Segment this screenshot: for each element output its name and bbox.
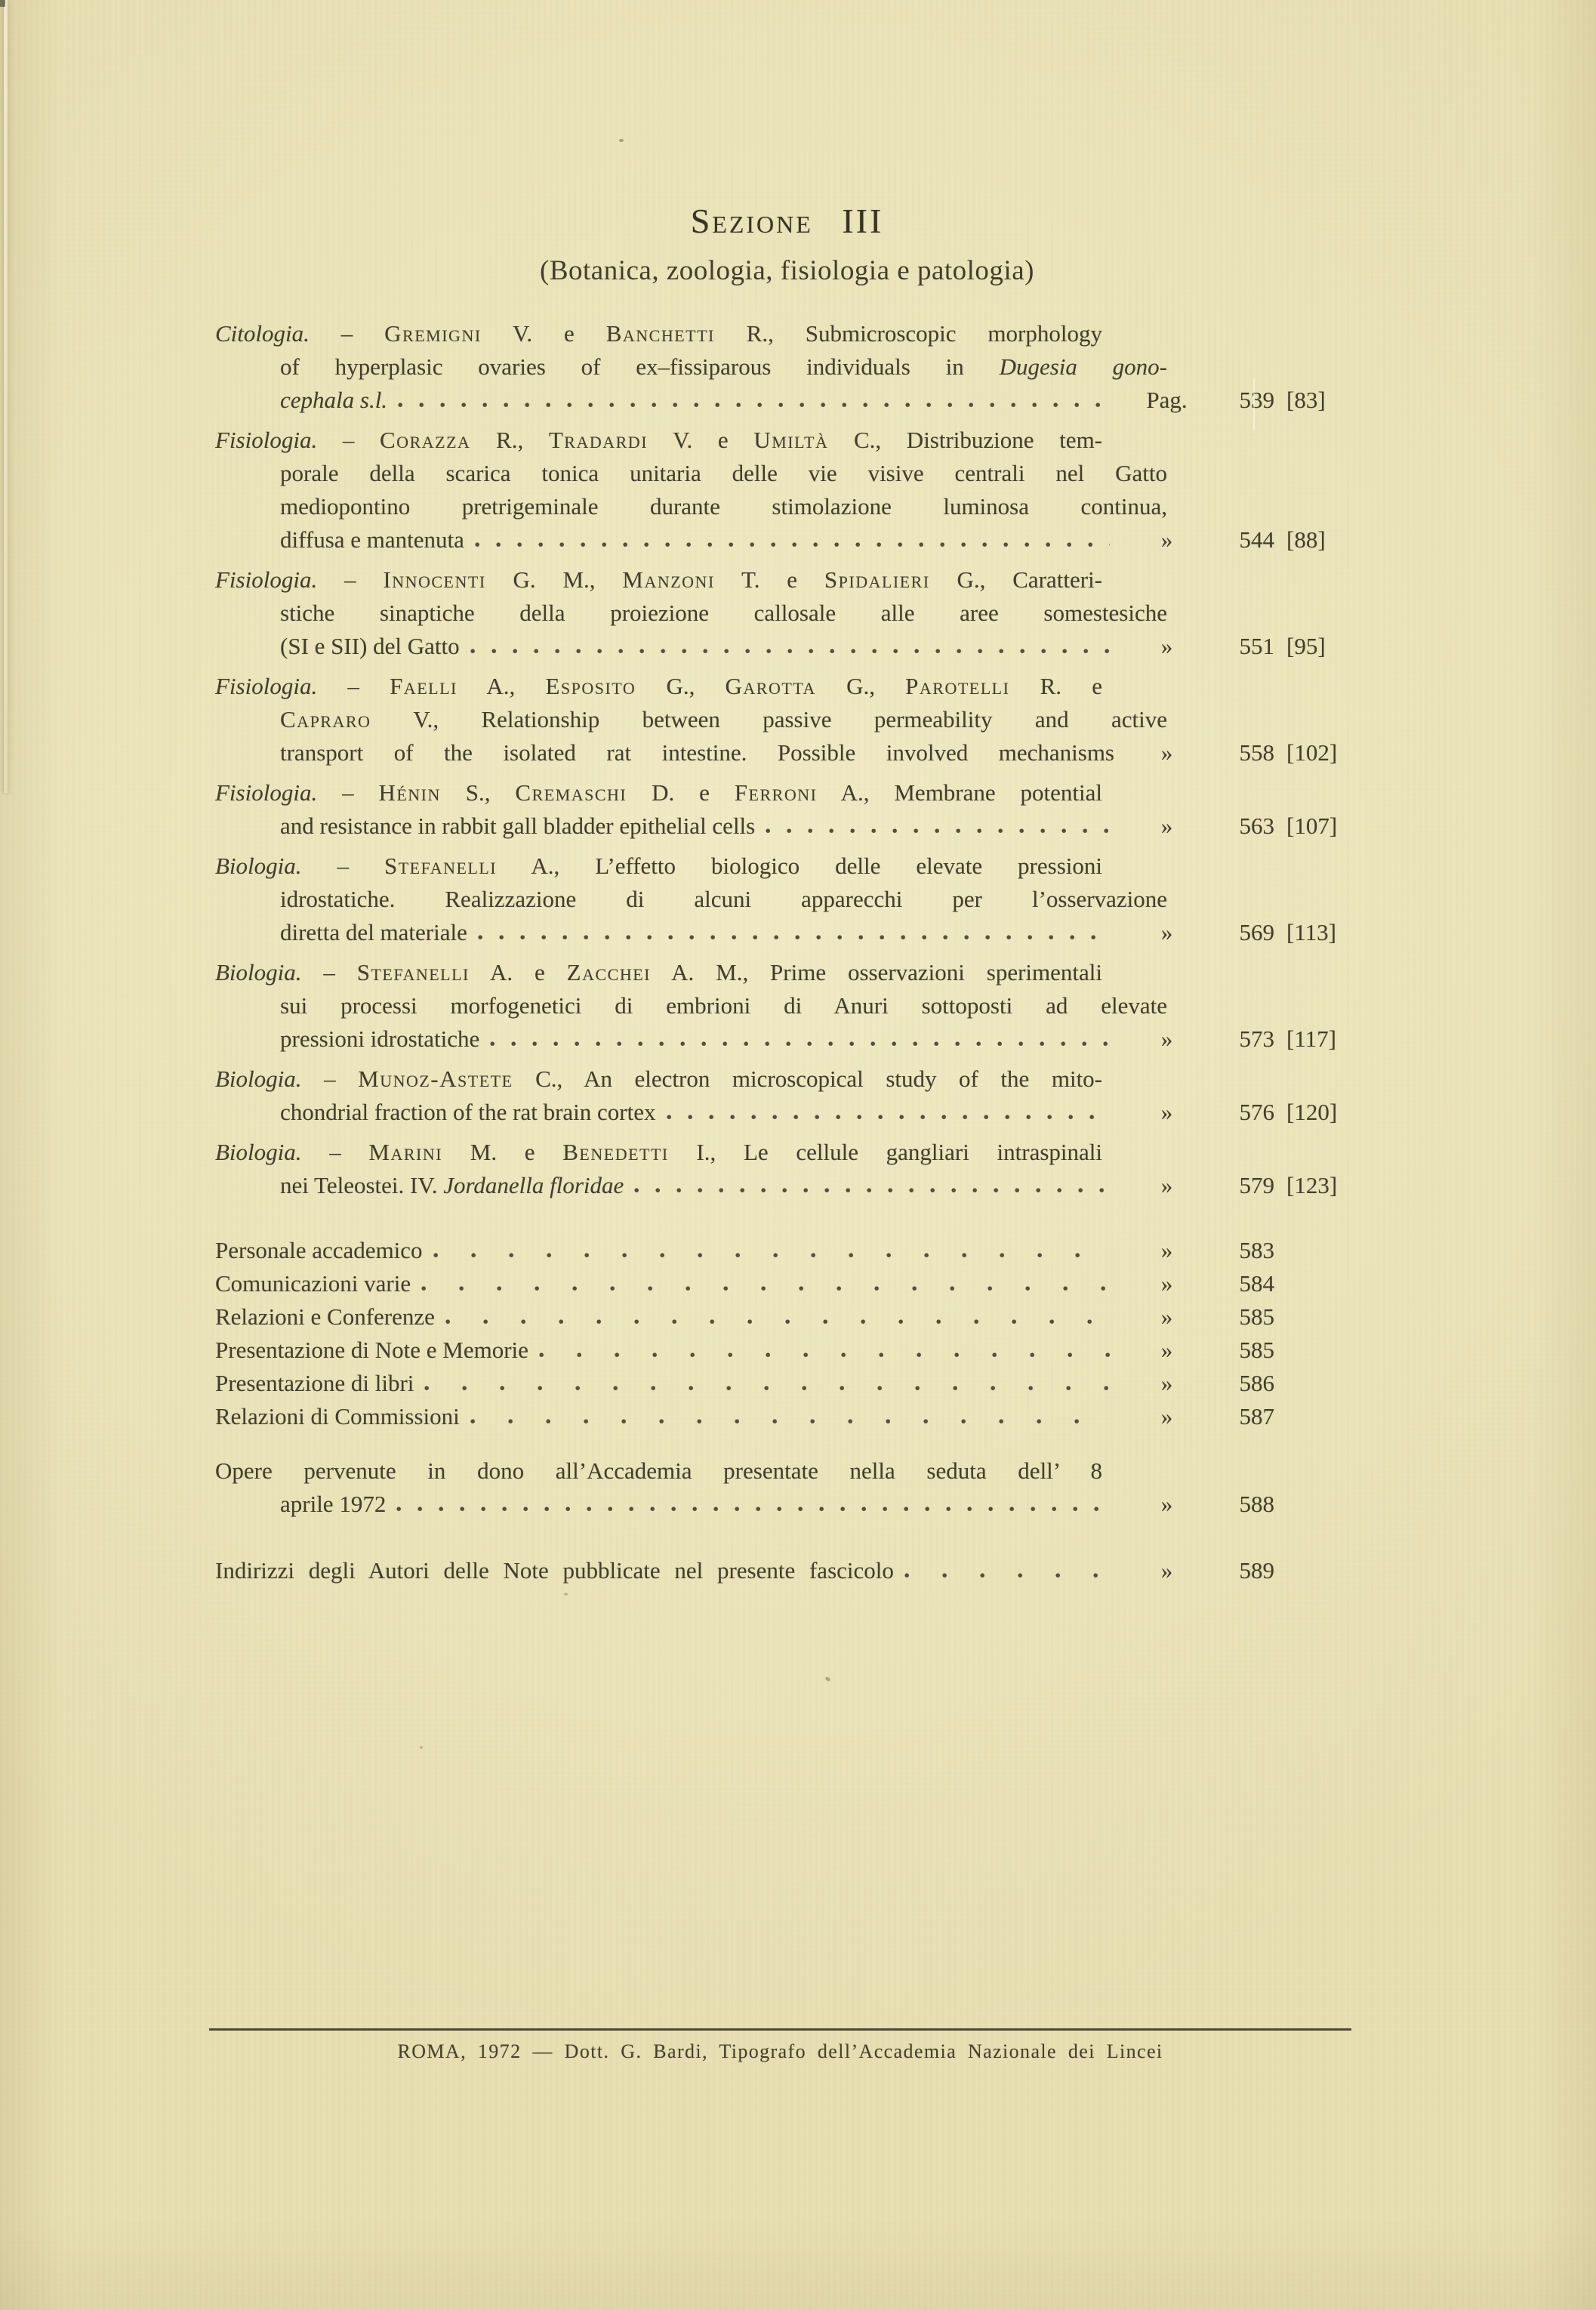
- leader-dots: [766, 828, 1110, 834]
- text-segment: Corazza: [380, 427, 471, 453]
- text-segment: Gremigni: [384, 320, 482, 347]
- toc-line: [215, 670, 1102, 703]
- toc-line: [215, 1062, 1102, 1096]
- text-segment: –: [301, 959, 357, 985]
- text-segment: –: [301, 853, 384, 879]
- leader-dots: [396, 1507, 1110, 1512]
- toc-line: [215, 350, 1167, 384]
- text-segment: Manzoni: [622, 566, 715, 593]
- text-segment: pressioni idrostatiche: [280, 1025, 480, 1052]
- page-column-label: »: [1160, 1099, 1173, 1125]
- toc-line: [215, 776, 1102, 810]
- text-segment: Stefanelli: [384, 853, 498, 879]
- entry-text: [215, 736, 1114, 769]
- text-segment: idrostatiche. Realizzazione di alcuni apparecchi per l’osservazione: [280, 886, 1167, 912]
- toc-misc-entry: [215, 1400, 1359, 1433]
- toc-misc-list: [215, 1234, 1359, 1433]
- text-segment: Fisiologia.: [215, 673, 318, 699]
- bracket-number: [120]: [1286, 1099, 1338, 1125]
- entry-text: [215, 1234, 423, 1267]
- text-segment: I., Le cellule gangliari intraspinali: [668, 1139, 1102, 1165]
- text-segment: R. e: [1009, 673, 1103, 699]
- text-segment: Fisiologia.: [215, 566, 318, 593]
- text-segment: Presentazione di libri: [215, 1370, 414, 1396]
- toc-line: [215, 883, 1167, 916]
- text-segment: nei Teleostei. IV.: [280, 1172, 444, 1198]
- text-segment: Faelli: [390, 673, 458, 699]
- entry-text: [215, 810, 755, 843]
- text-segment: diffusa e mantenuta: [280, 526, 464, 553]
- text-segment: –: [309, 320, 385, 347]
- toc-line: [215, 1267, 1359, 1300]
- toc-entry: [215, 1062, 1359, 1129]
- text-segment: R.,: [470, 427, 549, 453]
- entry-text: [215, 1267, 411, 1300]
- text-segment: Biologia.: [215, 959, 302, 985]
- text-segment: sui processi morfogenetici di embrioni di Anuri sottoposti ad elevate: [280, 992, 1167, 1019]
- entry-text: [215, 1488, 386, 1521]
- text-segment: A. M., Prime osservazioni sperimentali: [650, 959, 1102, 985]
- page-column-label: »: [1160, 1025, 1173, 1052]
- page-column-label: »: [1160, 633, 1173, 659]
- toc-entry: [215, 956, 1359, 1056]
- page-number: 576: [1239, 1099, 1274, 1125]
- entry-text: [215, 523, 464, 557]
- toc-line: [215, 630, 1359, 663]
- toc-line: [215, 490, 1167, 523]
- entry-text: [215, 1554, 894, 1587]
- page-number: 573: [1239, 1025, 1274, 1052]
- text-segment: –: [301, 1066, 359, 1092]
- text-segment: –: [317, 427, 380, 453]
- toc-line: [215, 810, 1359, 843]
- leader-dots: [667, 1115, 1111, 1120]
- toc-entry: [215, 670, 1359, 769]
- text-segment: Biologia.: [215, 1066, 302, 1092]
- indirizzi-entry-container: [215, 1554, 1359, 1587]
- page-number: 569: [1239, 919, 1274, 945]
- text-segment: C., An electron microscopical study of the mito-: [513, 1066, 1103, 1092]
- leader-dots: [398, 402, 1110, 408]
- opere-entry-container: [215, 1454, 1359, 1521]
- page-column-label: »: [1160, 1303, 1173, 1330]
- toc-line: [215, 1022, 1359, 1056]
- text-segment: Banchetti: [605, 320, 715, 347]
- text-segment: A., Membrane potential: [817, 779, 1102, 806]
- toc-line: [215, 563, 1102, 597]
- leader-dots: [470, 649, 1110, 654]
- leader-dots: [421, 1286, 1110, 1291]
- leader-dots: [424, 1386, 1110, 1391]
- text-segment: –: [317, 566, 384, 593]
- toc-line: [215, 956, 1102, 989]
- text-segment: G. M.,: [485, 566, 623, 593]
- text-segment: V., Relationship between passive permeability and active: [371, 706, 1167, 732]
- text-segment: chondrial fraction of the rat brain cortex: [280, 1099, 656, 1125]
- leader-dots: [539, 1352, 1110, 1358]
- entry-text: [215, 1022, 479, 1056]
- text-segment: Innocenti: [383, 566, 486, 593]
- leader-dots: [478, 935, 1110, 940]
- toc-entry: [215, 1136, 1359, 1202]
- page-number: 586: [1239, 1370, 1274, 1396]
- toc-misc-entry: [215, 1300, 1359, 1334]
- text-segment: Esposito: [545, 673, 636, 699]
- text-segment: Relazioni e Conferenze: [215, 1303, 435, 1330]
- text-segment: Marini: [368, 1139, 443, 1165]
- text-segment: V. e: [481, 320, 606, 347]
- text-segment: aprile 1972: [280, 1491, 387, 1517]
- page-number: 583: [1239, 1237, 1274, 1263]
- paper-scratch: [1253, 378, 1255, 430]
- page-column-label: »: [1160, 1557, 1173, 1584]
- toc-line: [215, 317, 1102, 350]
- toc-entries: [215, 317, 1359, 1202]
- leader-dots: [445, 1319, 1110, 1325]
- text-segment: Munoz-Astete: [358, 1066, 513, 1092]
- toc-line: [215, 424, 1102, 457]
- text-segment: Tradardi: [548, 427, 649, 453]
- toc-line: [215, 989, 1167, 1022]
- entry-text: [215, 1169, 624, 1202]
- text-segment: of hyperplasic ovaries of ex–fissiparous individuals in: [280, 353, 1000, 380]
- bracket-number: [107]: [1286, 813, 1338, 839]
- text-segment: mediopontino pretrigeminale durante stimolazione luminosa continua,: [280, 493, 1167, 520]
- entry-text: [215, 1096, 656, 1129]
- entry-text: [215, 1334, 528, 1367]
- text-segment: Relazioni di Commissioni: [215, 1403, 460, 1429]
- toc-line: [215, 736, 1359, 769]
- text-segment: A.,: [457, 673, 546, 699]
- text-segment: Cremaschi: [515, 779, 627, 806]
- page-column-label: Pag.: [1146, 387, 1188, 413]
- page-number: 585: [1239, 1337, 1274, 1363]
- text-segment: cephala s.l.: [280, 387, 388, 413]
- toc-line: [215, 850, 1102, 883]
- leader-dots: [904, 1573, 1110, 1578]
- toc-misc-entry: [215, 1267, 1359, 1300]
- text-segment: stiche sinaptiche della proiezione callosale alle aree somestesiche: [280, 600, 1167, 626]
- page-number: 585: [1239, 1303, 1274, 1330]
- leader-dots: [634, 1188, 1110, 1193]
- text-segment: Opere pervenute in dono all’Accademia presentate nella seduta dell’ 8: [215, 1457, 1102, 1484]
- text-segment: Spidalieri: [824, 566, 930, 593]
- text-segment: Stefanelli: [356, 959, 470, 985]
- bracket-number: [102]: [1286, 739, 1338, 766]
- toc-entry: [215, 424, 1359, 557]
- text-segment: Fisiologia.: [215, 427, 318, 453]
- text-segment: C., Distribuzione tem-: [828, 427, 1103, 453]
- bracket-number: [95]: [1286, 633, 1326, 659]
- leader-dots: [475, 542, 1110, 547]
- section-title: Sezione III: [690, 202, 884, 240]
- text-segment: porale della scarica tonica unitaria delle vie visive centrali nel Gatto: [280, 460, 1167, 486]
- toc-entry: [215, 563, 1359, 663]
- text-segment: transport of the isolated rat intestine. Possible involved mechanisms: [280, 739, 1114, 766]
- scan-corner-artifact: [0, 0, 5, 7]
- bracket-number: [83]: [1286, 387, 1326, 413]
- leader-dots: [433, 1253, 1110, 1258]
- entry-text: [215, 1400, 460, 1433]
- toc-line: [215, 523, 1359, 557]
- page-number: 588: [1239, 1491, 1274, 1517]
- toc-line: [215, 1234, 1359, 1267]
- footer-rule: [209, 2028, 1351, 2031]
- text-segment: Jordanella floridae: [443, 1172, 624, 1198]
- text-segment: Biologia.: [215, 1139, 302, 1165]
- toc-line: [215, 1454, 1102, 1488]
- text-segment: G.,: [636, 673, 726, 699]
- text-segment: diretta del materiale: [280, 919, 467, 945]
- toc-misc-entry: [215, 1367, 1359, 1400]
- page-number: 563: [1239, 813, 1274, 839]
- page-column-label: »: [1160, 1270, 1173, 1297]
- text-segment: Indirizzi degli Autori delle Note pubblicate nel presente fascicolo: [215, 1557, 894, 1584]
- toc-line: [215, 916, 1359, 949]
- toc-line: [215, 1400, 1359, 1433]
- toc-entry: [215, 776, 1359, 843]
- text-segment: Hénin: [378, 779, 441, 806]
- bracket-number: [117]: [1286, 1025, 1336, 1052]
- entry-text: [215, 1300, 435, 1334]
- toc-line: [215, 457, 1167, 490]
- text-segment: Garotta: [725, 673, 816, 699]
- text-segment: Citologia.: [215, 320, 310, 347]
- toc-entry: [215, 850, 1359, 949]
- text-segment: Ferroni: [734, 779, 818, 806]
- paper-speck: [564, 1593, 568, 1596]
- section-subtitle: (Botanica, zoologia, fisiologia e patologia): [540, 255, 1034, 286]
- text-segment: R., Submicroscopic morphology: [714, 320, 1102, 347]
- text-segment: Umiltà: [753, 427, 829, 453]
- page-column-label: »: [1160, 1337, 1173, 1363]
- entry-text: [215, 916, 467, 949]
- text-segment: Dugesia gono-: [999, 353, 1167, 380]
- text-segment: Presentazione di Note e Memorie: [215, 1337, 528, 1363]
- toc-misc-entry: [215, 1234, 1359, 1267]
- page-number: 551: [1239, 633, 1274, 659]
- toc-line: [215, 1096, 1359, 1129]
- page-column-label: »: [1160, 1237, 1173, 1263]
- text-block: [215, 201, 1359, 1587]
- text-segment: M. e: [442, 1139, 563, 1165]
- toc-line: [215, 703, 1167, 736]
- indirizzi-entry: [215, 1554, 1359, 1587]
- text-segment: Personale accademico: [215, 1237, 423, 1263]
- page-column-label: »: [1160, 919, 1173, 945]
- text-segment: –: [317, 673, 390, 699]
- page-column-label: »: [1160, 1491, 1173, 1517]
- bracket-number: [88]: [1286, 526, 1326, 553]
- page-column-label: »: [1160, 526, 1173, 553]
- toc-line: [215, 1300, 1359, 1334]
- text-segment: D. e: [627, 779, 735, 806]
- text-segment: V. e: [648, 427, 754, 453]
- text-segment: Fisiologia.: [215, 779, 318, 806]
- page-column-label: »: [1160, 1403, 1173, 1429]
- entry-text: [215, 630, 460, 663]
- leader-dots: [490, 1041, 1110, 1047]
- text-segment: T. e: [714, 566, 824, 593]
- toc-line: [215, 597, 1167, 630]
- page-column-label: »: [1160, 813, 1173, 839]
- text-segment: A. e: [469, 959, 567, 985]
- page-column-label: »: [1160, 1370, 1173, 1396]
- toc-line: [215, 1488, 1359, 1521]
- text-segment: Benedetti: [562, 1139, 669, 1165]
- text-segment: –: [301, 1139, 369, 1165]
- entry-text: [215, 384, 387, 417]
- text-segment: Zacchei: [566, 959, 651, 985]
- page-number: 589: [1239, 1557, 1274, 1584]
- toc-line: [215, 1554, 1359, 1587]
- page-number: 584: [1239, 1270, 1274, 1297]
- entry-text: [215, 1367, 414, 1400]
- text-segment: G.,: [815, 673, 906, 699]
- text-segment: G., Caratteri-: [929, 566, 1103, 593]
- page-number: 579: [1239, 1172, 1274, 1198]
- toc-line: [215, 384, 1359, 417]
- paper-speck: [824, 1676, 831, 1682]
- page-number: 539: [1239, 387, 1274, 413]
- bracket-number: [123]: [1286, 1172, 1338, 1198]
- toc-line: [215, 1334, 1359, 1367]
- page-number: 558: [1239, 739, 1274, 766]
- text-segment: Comunicazioni varie: [215, 1270, 411, 1297]
- paper-speck: [619, 139, 624, 142]
- paper-crease: [4, 0, 8, 793]
- text-segment: and resistance in rabbit gall bladder epithelial cells: [280, 813, 756, 839]
- leader-dots: [470, 1419, 1110, 1424]
- page-number: 544: [1239, 526, 1274, 553]
- text-segment: Biologia.: [215, 853, 302, 879]
- text-segment: Capraro: [280, 706, 371, 732]
- bracket-number: [113]: [1286, 919, 1336, 945]
- page-column-label: »: [1160, 739, 1173, 766]
- text-segment: A., L’effetto biologico delle elevate pressioni: [497, 853, 1102, 879]
- toc-entry: [215, 317, 1359, 417]
- page-number: 587: [1239, 1403, 1274, 1429]
- toc-line: [215, 1136, 1102, 1169]
- toc-line: [215, 1169, 1359, 1202]
- page-column-label: »: [1160, 1172, 1173, 1198]
- toc-line: [215, 1367, 1359, 1400]
- text-segment: S.,: [440, 779, 516, 806]
- toc-misc-entry: [215, 1334, 1359, 1367]
- text-segment: (SI e SII) del Gatto: [280, 633, 460, 659]
- text-segment: –: [317, 779, 379, 806]
- paper-speck: [420, 1746, 423, 1749]
- printer-imprint: ROMA, 1972 — Dott. G. Bardi, Tipografo dell’Accademia Nazionale dei Lincei: [397, 2040, 1163, 2062]
- opere-entry: [215, 1454, 1359, 1521]
- text-segment: Parotelli: [905, 673, 1010, 699]
